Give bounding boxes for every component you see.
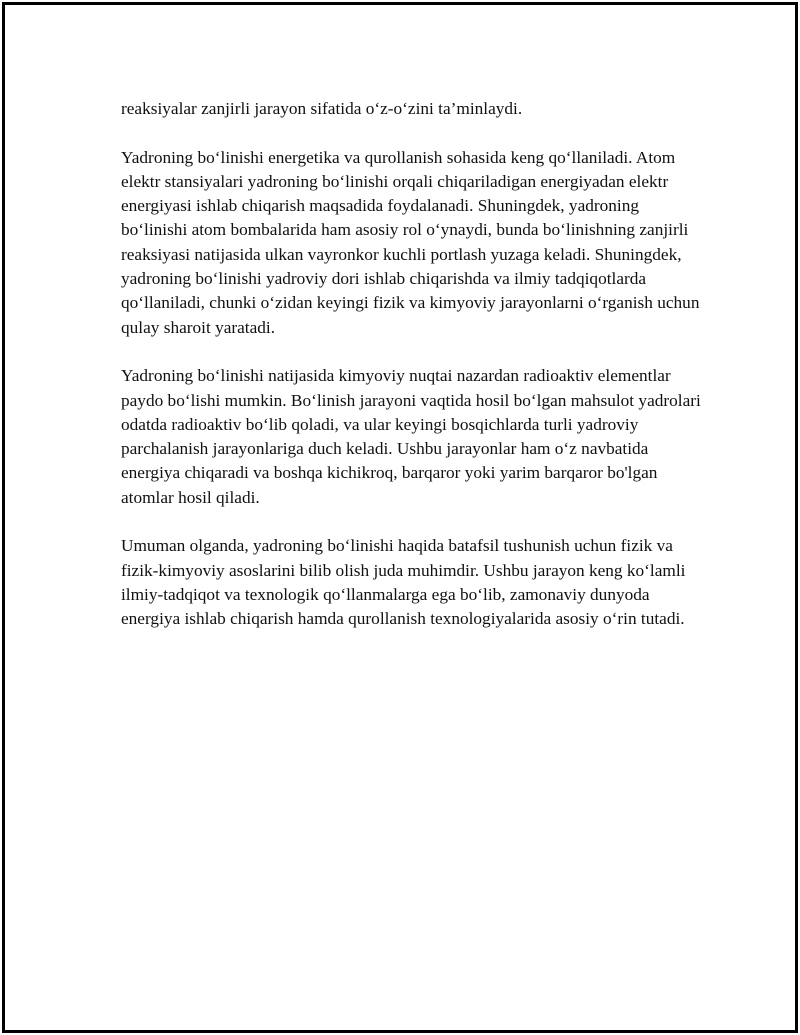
document-body: [121, 97, 701, 656]
paragraph-3: Yadroning bo‘linishi natijasida kimyoviy nuqtai nazardan radioaktiv elementlar paydo bo‘lishi mumkin. Bo‘linish jarayoni vaqtida hosil bo‘lgan mahsulot yadrolari odatda radioaktiv bo‘lib qoladi, va ular keyingi bosqichlarda turli yadroviy parchalanish jarayonlariga duch keladi. Ushbu jarayonlar ham o‘z navbatida energiya chiqaradi va boshqa kichikroq, barqaror yoki yarim barqaror bo'lgan atomlar hosil qiladi.: [121, 366, 701, 507]
paragraph-4: Umuman olganda, yadroning bo‘linishi haqida batafsil tushunish uchun fizik va fizik-kimyoviy asoslarini bilib olish juda muhimdir. Ushbu jarayon keng ko‘lamli ilmiy-tadqiqot va texnologik qo‘llanmalarga ega bo‘lib, zamonaviy dunyoda energiya ishlab chiqarish hamda qurollanish texnologiyalarida asosiy o‘rin tutadi.: [121, 536, 686, 629]
paragraph-2: Yadroning bo‘linishi energetika va qurollanish sohasida keng qo‘llaniladi. Atom elektr stansiyalari yadroning bo‘linishi orqali chiqariladigan energiyadan elektr energiyasi ishlab chiqarish maqsadida foydalanadi. Shuningdek, yadroning bo‘linishi atom bombalarida ham asosiy rol o‘ynaydi, bunda bo‘linishning zanjirli reaksiyasi natijasida ulkan vayronkor kuchli portlash yuzaga keladi. Shuningdek, yadroning bo‘linishi yadroviy dori ishlab chiqarishda va ilmiy tadqiqotlarda qo‘llaniladi, chunki o‘zidan keyingi fizik va kimyoviy jarayonlarni o‘rganish uchun qulay sharoit yaratadi.: [121, 147, 700, 337]
paragraph-1: reaksiyalar zanjirli jarayon sifatida o‘z-o‘zini ta’minlaydi.: [121, 99, 523, 118]
document-page: [2, 2, 798, 1033]
